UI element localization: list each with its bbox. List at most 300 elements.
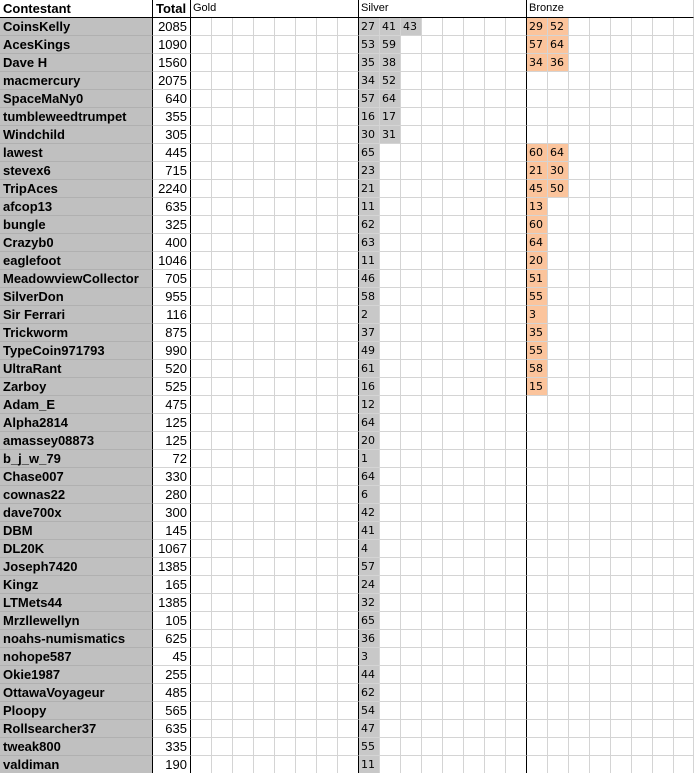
- gold-cell[interactable]: [296, 144, 317, 162]
- silver-cell[interactable]: [422, 198, 443, 216]
- contestant-cell[interactable]: SpaceMaNy0: [0, 90, 153, 108]
- contestant-cell[interactable]: dave700x: [0, 504, 153, 522]
- bronze-cell[interactable]: 35: [527, 324, 548, 342]
- gold-cell[interactable]: [275, 54, 296, 72]
- contestant-cell[interactable]: Windchild: [0, 126, 153, 144]
- contestant-cell[interactable]: valdiman: [0, 756, 153, 773]
- silver-cell[interactable]: [485, 342, 506, 360]
- gold-cell[interactable]: [191, 54, 212, 72]
- gold-cell[interactable]: [275, 720, 296, 738]
- silver-cell[interactable]: [422, 414, 443, 432]
- bronze-cell[interactable]: [527, 612, 548, 630]
- silver-cell[interactable]: [380, 306, 401, 324]
- gold-cell[interactable]: [296, 738, 317, 756]
- bronze-cell[interactable]: [611, 576, 632, 594]
- bronze-cell[interactable]: [632, 54, 653, 72]
- gold-cell[interactable]: [254, 612, 275, 630]
- total-cell[interactable]: 400: [153, 234, 191, 252]
- gold-cell[interactable]: [296, 306, 317, 324]
- gold-cell[interactable]: [296, 612, 317, 630]
- silver-cell[interactable]: [401, 180, 422, 198]
- silver-cell[interactable]: [380, 396, 401, 414]
- gold-cell[interactable]: [212, 54, 233, 72]
- bronze-cell[interactable]: [590, 684, 611, 702]
- gold-cell[interactable]: [191, 630, 212, 648]
- bronze-cell[interactable]: [674, 756, 694, 773]
- silver-cell[interactable]: [401, 270, 422, 288]
- contestant-cell[interactable]: Adam_E: [0, 396, 153, 414]
- bronze-cell[interactable]: [548, 540, 569, 558]
- total-cell[interactable]: 520: [153, 360, 191, 378]
- silver-cell[interactable]: [464, 162, 485, 180]
- silver-cell[interactable]: [464, 108, 485, 126]
- silver-cell[interactable]: [506, 684, 527, 702]
- silver-cell[interactable]: 38: [380, 54, 401, 72]
- silver-cell[interactable]: [485, 558, 506, 576]
- gold-cell[interactable]: [338, 684, 359, 702]
- gold-cell[interactable]: [212, 108, 233, 126]
- silver-cell[interactable]: [506, 288, 527, 306]
- total-cell[interactable]: 1067: [153, 540, 191, 558]
- bronze-cell[interactable]: 52: [548, 18, 569, 36]
- bronze-cell[interactable]: [653, 162, 674, 180]
- silver-cell[interactable]: 61: [359, 360, 380, 378]
- contestant-cell[interactable]: Zarboy: [0, 378, 153, 396]
- bronze-cell[interactable]: [632, 72, 653, 90]
- bronze-cell[interactable]: [569, 234, 590, 252]
- gold-cell[interactable]: [338, 468, 359, 486]
- gold-cell[interactable]: [296, 90, 317, 108]
- silver-cell[interactable]: [464, 36, 485, 54]
- bronze-cell[interactable]: [674, 162, 694, 180]
- silver-cell[interactable]: [422, 54, 443, 72]
- bronze-cell[interactable]: [674, 198, 694, 216]
- bronze-cell[interactable]: [611, 720, 632, 738]
- gold-cell[interactable]: [296, 666, 317, 684]
- gold-cell[interactable]: [338, 144, 359, 162]
- gold-cell[interactable]: [296, 216, 317, 234]
- bronze-cell[interactable]: [569, 360, 590, 378]
- silver-cell[interactable]: [464, 486, 485, 504]
- bronze-cell[interactable]: [611, 36, 632, 54]
- gold-cell[interactable]: [212, 648, 233, 666]
- gold-cell[interactable]: [275, 630, 296, 648]
- silver-cell[interactable]: [422, 252, 443, 270]
- gold-cell[interactable]: [191, 414, 212, 432]
- gold-cell[interactable]: [338, 90, 359, 108]
- silver-cell[interactable]: [380, 486, 401, 504]
- silver-cell[interactable]: [443, 720, 464, 738]
- silver-cell[interactable]: [443, 612, 464, 630]
- bronze-cell[interactable]: [590, 432, 611, 450]
- silver-cell[interactable]: [422, 720, 443, 738]
- bronze-cell[interactable]: [569, 126, 590, 144]
- gold-cell[interactable]: [296, 540, 317, 558]
- total-cell[interactable]: 165: [153, 576, 191, 594]
- bronze-cell[interactable]: [653, 702, 674, 720]
- bronze-cell[interactable]: [527, 594, 548, 612]
- bronze-cell[interactable]: [590, 306, 611, 324]
- gold-cell[interactable]: [296, 576, 317, 594]
- silver-cell[interactable]: [443, 144, 464, 162]
- bronze-cell[interactable]: [632, 270, 653, 288]
- gold-cell[interactable]: [317, 630, 338, 648]
- silver-cell[interactable]: [506, 360, 527, 378]
- gold-cell[interactable]: [254, 558, 275, 576]
- silver-cell[interactable]: [443, 252, 464, 270]
- silver-cell[interactable]: [485, 180, 506, 198]
- bronze-cell[interactable]: [653, 396, 674, 414]
- silver-cell[interactable]: [380, 684, 401, 702]
- bronze-cell[interactable]: 64: [548, 144, 569, 162]
- bronze-cell[interactable]: [653, 594, 674, 612]
- bronze-cell[interactable]: [611, 558, 632, 576]
- gold-cell[interactable]: [317, 648, 338, 666]
- header-gold[interactable]: Gold: [191, 0, 359, 18]
- silver-cell[interactable]: [506, 90, 527, 108]
- contestant-cell[interactable]: amassey08873: [0, 432, 153, 450]
- silver-cell[interactable]: [422, 18, 443, 36]
- bronze-cell[interactable]: [653, 90, 674, 108]
- silver-cell[interactable]: [506, 648, 527, 666]
- bronze-cell[interactable]: [590, 666, 611, 684]
- gold-cell[interactable]: [233, 486, 254, 504]
- silver-cell[interactable]: [485, 414, 506, 432]
- silver-cell[interactable]: 16: [359, 378, 380, 396]
- bronze-cell[interactable]: [548, 270, 569, 288]
- bronze-cell[interactable]: [674, 108, 694, 126]
- bronze-cell[interactable]: [548, 468, 569, 486]
- silver-cell[interactable]: [401, 630, 422, 648]
- bronze-cell[interactable]: [548, 198, 569, 216]
- gold-cell[interactable]: [317, 18, 338, 36]
- bronze-cell[interactable]: [674, 558, 694, 576]
- silver-cell[interactable]: [443, 432, 464, 450]
- silver-cell[interactable]: [506, 756, 527, 773]
- contestant-cell[interactable]: DBM: [0, 522, 153, 540]
- silver-cell[interactable]: 54: [359, 702, 380, 720]
- silver-cell[interactable]: [485, 126, 506, 144]
- silver-cell[interactable]: [464, 144, 485, 162]
- silver-cell[interactable]: [443, 666, 464, 684]
- silver-cell[interactable]: [380, 360, 401, 378]
- silver-cell[interactable]: [506, 72, 527, 90]
- silver-cell[interactable]: [485, 612, 506, 630]
- silver-cell[interactable]: [506, 306, 527, 324]
- gold-cell[interactable]: [254, 738, 275, 756]
- bronze-cell[interactable]: [674, 540, 694, 558]
- gold-cell[interactable]: [233, 36, 254, 54]
- silver-cell[interactable]: [380, 342, 401, 360]
- silver-cell[interactable]: [485, 450, 506, 468]
- gold-cell[interactable]: [317, 684, 338, 702]
- silver-cell[interactable]: [506, 54, 527, 72]
- total-cell[interactable]: 72: [153, 450, 191, 468]
- bronze-cell[interactable]: [632, 486, 653, 504]
- silver-cell[interactable]: [506, 108, 527, 126]
- gold-cell[interactable]: [275, 594, 296, 612]
- bronze-cell[interactable]: [632, 144, 653, 162]
- bronze-cell[interactable]: [611, 252, 632, 270]
- bronze-cell[interactable]: [674, 180, 694, 198]
- silver-cell[interactable]: [380, 522, 401, 540]
- silver-cell[interactable]: [464, 684, 485, 702]
- gold-cell[interactable]: [317, 180, 338, 198]
- bronze-cell[interactable]: 21: [527, 162, 548, 180]
- bronze-cell[interactable]: [611, 378, 632, 396]
- contestant-cell[interactable]: Okie1987: [0, 666, 153, 684]
- silver-cell[interactable]: [443, 756, 464, 773]
- total-cell[interactable]: 565: [153, 702, 191, 720]
- bronze-cell[interactable]: [653, 54, 674, 72]
- gold-cell[interactable]: [233, 756, 254, 773]
- bronze-cell[interactable]: [632, 630, 653, 648]
- gold-cell[interactable]: [254, 288, 275, 306]
- bronze-cell[interactable]: [548, 684, 569, 702]
- gold-cell[interactable]: [212, 630, 233, 648]
- silver-cell[interactable]: [464, 558, 485, 576]
- gold-cell[interactable]: [191, 540, 212, 558]
- header-total[interactable]: Total: [153, 0, 191, 18]
- silver-cell[interactable]: [443, 324, 464, 342]
- gold-cell[interactable]: [233, 738, 254, 756]
- bronze-cell[interactable]: [611, 450, 632, 468]
- gold-cell[interactable]: [338, 72, 359, 90]
- bronze-cell[interactable]: [590, 702, 611, 720]
- bronze-cell[interactable]: [611, 468, 632, 486]
- silver-cell[interactable]: [464, 54, 485, 72]
- gold-cell[interactable]: [233, 702, 254, 720]
- gold-cell[interactable]: [275, 702, 296, 720]
- bronze-cell[interactable]: [611, 72, 632, 90]
- bronze-cell[interactable]: [674, 18, 694, 36]
- gold-cell[interactable]: [296, 594, 317, 612]
- bronze-cell[interactable]: [632, 540, 653, 558]
- bronze-cell[interactable]: [674, 216, 694, 234]
- silver-cell[interactable]: [401, 576, 422, 594]
- gold-cell[interactable]: [212, 90, 233, 108]
- silver-cell[interactable]: [464, 216, 485, 234]
- bronze-cell[interactable]: [674, 234, 694, 252]
- gold-cell[interactable]: [296, 270, 317, 288]
- silver-cell[interactable]: [485, 108, 506, 126]
- silver-cell[interactable]: [443, 18, 464, 36]
- gold-cell[interactable]: [233, 72, 254, 90]
- total-cell[interactable]: 1090: [153, 36, 191, 54]
- bronze-cell[interactable]: [653, 414, 674, 432]
- bronze-cell[interactable]: [611, 18, 632, 36]
- bronze-cell[interactable]: [569, 432, 590, 450]
- gold-cell[interactable]: [338, 432, 359, 450]
- silver-cell[interactable]: [422, 162, 443, 180]
- gold-cell[interactable]: [296, 54, 317, 72]
- gold-cell[interactable]: [254, 576, 275, 594]
- bronze-cell[interactable]: [569, 378, 590, 396]
- total-cell[interactable]: 705: [153, 270, 191, 288]
- silver-cell[interactable]: [443, 36, 464, 54]
- silver-cell[interactable]: 35: [359, 54, 380, 72]
- bronze-cell[interactable]: [632, 234, 653, 252]
- bronze-cell[interactable]: [590, 324, 611, 342]
- gold-cell[interactable]: [233, 648, 254, 666]
- gold-cell[interactable]: [191, 720, 212, 738]
- bronze-cell[interactable]: [653, 684, 674, 702]
- bronze-cell[interactable]: [674, 360, 694, 378]
- gold-cell[interactable]: [275, 414, 296, 432]
- silver-cell[interactable]: [380, 324, 401, 342]
- bronze-cell[interactable]: [569, 756, 590, 773]
- silver-cell[interactable]: [401, 90, 422, 108]
- gold-cell[interactable]: [296, 468, 317, 486]
- silver-cell[interactable]: [401, 612, 422, 630]
- bronze-cell[interactable]: [632, 432, 653, 450]
- bronze-cell[interactable]: [527, 504, 548, 522]
- bronze-cell[interactable]: [674, 288, 694, 306]
- gold-cell[interactable]: [296, 252, 317, 270]
- gold-cell[interactable]: [338, 270, 359, 288]
- silver-cell[interactable]: [506, 432, 527, 450]
- bronze-cell[interactable]: [548, 126, 569, 144]
- total-cell[interactable]: 330: [153, 468, 191, 486]
- contestant-cell[interactable]: UltraRant: [0, 360, 153, 378]
- silver-cell[interactable]: [422, 288, 443, 306]
- gold-cell[interactable]: [212, 450, 233, 468]
- silver-cell[interactable]: [485, 396, 506, 414]
- silver-cell[interactable]: [506, 414, 527, 432]
- bronze-cell[interactable]: [653, 378, 674, 396]
- silver-cell[interactable]: [422, 234, 443, 252]
- gold-cell[interactable]: [191, 216, 212, 234]
- bronze-cell[interactable]: [569, 720, 590, 738]
- bronze-cell[interactable]: [653, 126, 674, 144]
- silver-cell[interactable]: 62: [359, 216, 380, 234]
- silver-cell[interactable]: [401, 288, 422, 306]
- bronze-cell[interactable]: [653, 576, 674, 594]
- silver-cell[interactable]: [443, 702, 464, 720]
- silver-cell[interactable]: 11: [359, 252, 380, 270]
- gold-cell[interactable]: [338, 486, 359, 504]
- silver-cell[interactable]: [485, 432, 506, 450]
- silver-cell[interactable]: [422, 702, 443, 720]
- silver-cell[interactable]: [422, 558, 443, 576]
- silver-cell[interactable]: [464, 468, 485, 486]
- bronze-cell[interactable]: [632, 126, 653, 144]
- bronze-cell[interactable]: [674, 378, 694, 396]
- silver-cell[interactable]: [380, 504, 401, 522]
- bronze-cell[interactable]: [569, 486, 590, 504]
- bronze-cell[interactable]: [653, 720, 674, 738]
- silver-cell[interactable]: [443, 594, 464, 612]
- silver-cell[interactable]: [443, 270, 464, 288]
- gold-cell[interactable]: [254, 666, 275, 684]
- silver-cell[interactable]: 65: [359, 144, 380, 162]
- bronze-cell[interactable]: [548, 252, 569, 270]
- bronze-cell[interactable]: 50: [548, 180, 569, 198]
- gold-cell[interactable]: [254, 432, 275, 450]
- silver-cell[interactable]: [506, 126, 527, 144]
- bronze-cell[interactable]: [569, 522, 590, 540]
- bronze-cell[interactable]: [653, 558, 674, 576]
- gold-cell[interactable]: [254, 198, 275, 216]
- gold-cell[interactable]: [296, 18, 317, 36]
- bronze-cell[interactable]: [569, 738, 590, 756]
- gold-cell[interactable]: [212, 234, 233, 252]
- gold-cell[interactable]: [317, 558, 338, 576]
- silver-cell[interactable]: [422, 666, 443, 684]
- bronze-cell[interactable]: [611, 648, 632, 666]
- contestant-cell[interactable]: Trickworm: [0, 324, 153, 342]
- gold-cell[interactable]: [233, 576, 254, 594]
- bronze-cell[interactable]: [632, 90, 653, 108]
- gold-cell[interactable]: [338, 666, 359, 684]
- gold-cell[interactable]: [317, 468, 338, 486]
- bronze-cell[interactable]: [611, 630, 632, 648]
- bronze-cell[interactable]: [632, 522, 653, 540]
- gold-cell[interactable]: [191, 648, 212, 666]
- gold-cell[interactable]: [275, 648, 296, 666]
- gold-cell[interactable]: [191, 396, 212, 414]
- bronze-cell[interactable]: [632, 360, 653, 378]
- total-cell[interactable]: 280: [153, 486, 191, 504]
- silver-cell[interactable]: [485, 162, 506, 180]
- silver-cell[interactable]: [443, 468, 464, 486]
- bronze-cell[interactable]: [527, 576, 548, 594]
- silver-cell[interactable]: [422, 576, 443, 594]
- gold-cell[interactable]: [212, 504, 233, 522]
- bronze-cell[interactable]: [569, 612, 590, 630]
- silver-cell[interactable]: [485, 720, 506, 738]
- silver-cell[interactable]: [443, 108, 464, 126]
- total-cell[interactable]: 1385: [153, 558, 191, 576]
- bronze-cell[interactable]: [548, 720, 569, 738]
- silver-cell[interactable]: [485, 468, 506, 486]
- silver-cell[interactable]: [485, 378, 506, 396]
- silver-cell[interactable]: [422, 738, 443, 756]
- bronze-cell[interactable]: [632, 702, 653, 720]
- silver-cell[interactable]: [464, 306, 485, 324]
- bronze-cell[interactable]: [632, 288, 653, 306]
- silver-cell[interactable]: [464, 756, 485, 773]
- bronze-cell[interactable]: [527, 702, 548, 720]
- bronze-cell[interactable]: [527, 126, 548, 144]
- silver-cell[interactable]: [380, 738, 401, 756]
- gold-cell[interactable]: [191, 450, 212, 468]
- silver-cell[interactable]: [464, 738, 485, 756]
- bronze-cell[interactable]: [548, 558, 569, 576]
- gold-cell[interactable]: [233, 216, 254, 234]
- silver-cell[interactable]: [443, 198, 464, 216]
- silver-cell[interactable]: [401, 108, 422, 126]
- contestant-cell[interactable]: tweak800: [0, 738, 153, 756]
- gold-cell[interactable]: [338, 342, 359, 360]
- bronze-cell[interactable]: [569, 414, 590, 432]
- gold-cell[interactable]: [338, 18, 359, 36]
- gold-cell[interactable]: [191, 756, 212, 773]
- bronze-cell[interactable]: [653, 738, 674, 756]
- gold-cell[interactable]: [317, 306, 338, 324]
- bronze-cell[interactable]: [569, 144, 590, 162]
- bronze-cell[interactable]: [590, 414, 611, 432]
- silver-cell[interactable]: [443, 342, 464, 360]
- silver-cell[interactable]: [506, 36, 527, 54]
- gold-cell[interactable]: [254, 54, 275, 72]
- contestant-cell[interactable]: Chase007: [0, 468, 153, 486]
- bronze-cell[interactable]: [611, 306, 632, 324]
- silver-cell[interactable]: 17: [380, 108, 401, 126]
- gold-cell[interactable]: [212, 288, 233, 306]
- gold-cell[interactable]: [233, 558, 254, 576]
- gold-cell[interactable]: [233, 396, 254, 414]
